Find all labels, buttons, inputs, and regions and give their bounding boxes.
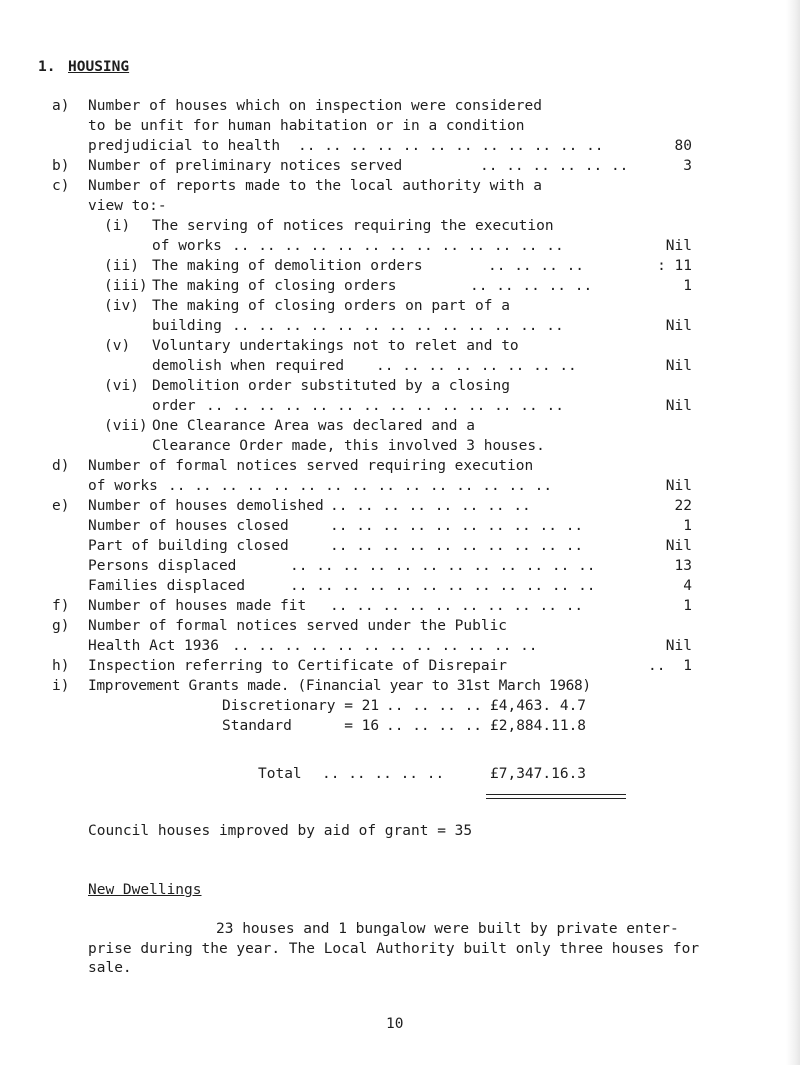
item-label: f) <box>52 598 70 614</box>
sub-label: (vii) <box>104 418 148 434</box>
item-text: The making of demolition orders <box>152 258 423 274</box>
sub-label: (i) <box>104 218 131 234</box>
item-text: The serving of notices requiring the execution <box>152 218 554 234</box>
item-text: Number of houses closed <box>88 518 289 534</box>
item-value: 1 <box>683 278 692 294</box>
item-text: order <box>152 398 196 414</box>
item-label: b) <box>52 158 70 174</box>
sub-label: (vi) <box>104 378 139 394</box>
item-text: Part of building closed <box>88 538 289 554</box>
item-label: d) <box>52 458 70 474</box>
item-value: Nil <box>665 398 692 414</box>
dot-leader: .. .. .. .. .. .. .. .. <box>376 358 577 374</box>
item-text: Number of formal notices served requiring execution <box>88 458 534 474</box>
item-text: of works <box>152 238 222 254</box>
sub-label: (ii) <box>104 258 139 274</box>
sub-label: (iv) <box>104 298 139 314</box>
item-value: 80 <box>674 138 692 154</box>
dot-leader: .. .. .. .. .. .. .. .. .. .. .. .. .. .. .. <box>168 478 553 494</box>
item-value: 22 <box>674 498 692 514</box>
section-title: HOUSING <box>68 59 130 75</box>
double-rule-top <box>486 794 626 795</box>
total-label: Total <box>258 766 302 782</box>
item-text: The making of closing orders <box>152 278 397 294</box>
item-label: a) <box>52 98 70 114</box>
new-dwellings-title: New Dwellings <box>88 882 202 898</box>
item-text: Persons displaced <box>88 558 237 574</box>
dot-leader: .. .. .. .. .. .. .. .. .. .. .. .. .. <box>232 318 564 334</box>
item-text: Improvement Grants made. (Financial year to 31st March 1968) <box>88 678 591 694</box>
grant-amount: £2,884.11.8 <box>490 718 587 734</box>
scan-edge <box>786 0 800 1065</box>
grant-label: Discretionary = 21 <box>222 698 380 714</box>
dot-leader: .. .. .. .. .. .. .. .. .. .. .. .. .. .. <box>206 398 564 414</box>
dot-leader: .. .. .. .. <box>488 258 585 274</box>
item-label: e) <box>52 498 70 514</box>
dot-leader: .. .. .. .. .. .. .. .. .. .. .. .. <box>298 138 604 154</box>
dot-leader: .. .. .. .. .. .. .. .. .. .. .. .. <box>290 558 596 574</box>
item-text: Clearance Order made, this involved 3 houses. <box>152 438 545 454</box>
double-rule-bottom <box>486 798 626 799</box>
item-text: Number of houses made fit <box>88 598 307 614</box>
item-text: Number of houses demolished <box>88 498 324 514</box>
item-value: Nil <box>665 238 692 254</box>
item-text: Families displaced <box>88 578 246 594</box>
item-text: Number of houses which on inspection were considered <box>88 98 542 114</box>
item-value: 13 <box>674 558 692 574</box>
item-text: One Clearance Area was declared and a <box>152 418 476 434</box>
dot-leader: .. .. .. .. <box>386 698 483 714</box>
dot-leader: .. .. .. .. .. .. .. .. .. .. <box>330 538 584 554</box>
item-label: c) <box>52 178 70 194</box>
grant-label: Standard = 16 <box>222 718 380 734</box>
item-text: Number of reports made to the local authority with a <box>88 178 542 194</box>
page-number: 10 <box>386 1016 404 1032</box>
item-label: g) <box>52 618 70 634</box>
dot-leader: .. .. .. .. .. <box>470 278 593 294</box>
item-text: Inspection referring to Certificate of Disrepair <box>88 658 508 674</box>
dot-leader: .. <box>648 658 666 674</box>
section-number: 1. <box>38 59 56 75</box>
dot-leader: .. .. .. .. .. .. .. .. .. .. .. .. .. <box>232 238 564 254</box>
sub-label: (v) <box>104 338 131 354</box>
item-text: demolish when required <box>152 358 345 374</box>
item-text: Health Act 1936 <box>88 638 219 654</box>
item-value: Nil <box>665 478 692 494</box>
item-label: i) <box>52 678 70 694</box>
dot-leader: .. .. .. .. .. .. .. .. .. .. <box>330 598 584 614</box>
item-text: of works <box>88 478 158 494</box>
item-text: view to:- <box>88 198 167 214</box>
item-text: The making of closing orders on part of a <box>152 298 510 314</box>
item-value: Nil <box>665 538 692 554</box>
item-text: Demolition order substituted by a closing <box>152 378 510 394</box>
item-value: Nil <box>665 318 692 334</box>
item-value: 1 <box>683 658 692 674</box>
new-dwellings-text: 23 houses and 1 bungalow were built by private enter-prise during the year. The Local Authority built only three houses for sale. <box>88 921 700 976</box>
item-text: predjudicial to health <box>88 138 281 154</box>
dot-leader: .. .. .. .. .. <box>322 766 445 782</box>
grant-amount: £4,463. 4.7 <box>490 698 587 714</box>
item-value: 3 <box>683 158 692 174</box>
item-value: : 11 <box>657 258 692 274</box>
item-value: 1 <box>683 598 692 614</box>
dot-leader: .. .. .. .. <box>386 718 483 734</box>
dot-leader: .. .. .. .. .. .. .. .. <box>330 498 531 514</box>
item-text: Voluntary undertakings not to relet and to <box>152 338 519 354</box>
item-value: Nil <box>665 358 692 374</box>
dot-leader: .. .. .. .. .. .. .. .. .. .. .. .. <box>232 638 538 654</box>
item-text: Number of formal notices served under the Public <box>88 618 508 634</box>
item-value: 4 <box>683 578 692 594</box>
dot-leader: .. .. .. .. .. .. .. .. .. .. .. .. <box>290 578 596 594</box>
item-label: h) <box>52 658 70 674</box>
item-value: Nil <box>665 638 692 654</box>
item-text: to be unfit for human habitation or in a condition <box>88 118 525 134</box>
sub-label: (iii) <box>104 278 148 294</box>
dot-leader: .. .. .. .. .. .. <box>480 158 629 174</box>
dot-leader: .. .. .. .. .. .. .. .. .. .. <box>330 518 584 534</box>
item-text: building <box>152 318 222 334</box>
item-value: 1 <box>683 518 692 534</box>
total-amount: £7,347.16.3 <box>490 766 587 782</box>
council-houses-note: Council houses improved by aid of grant = 35 <box>88 823 473 839</box>
item-text: Number of preliminary notices served <box>88 158 403 174</box>
